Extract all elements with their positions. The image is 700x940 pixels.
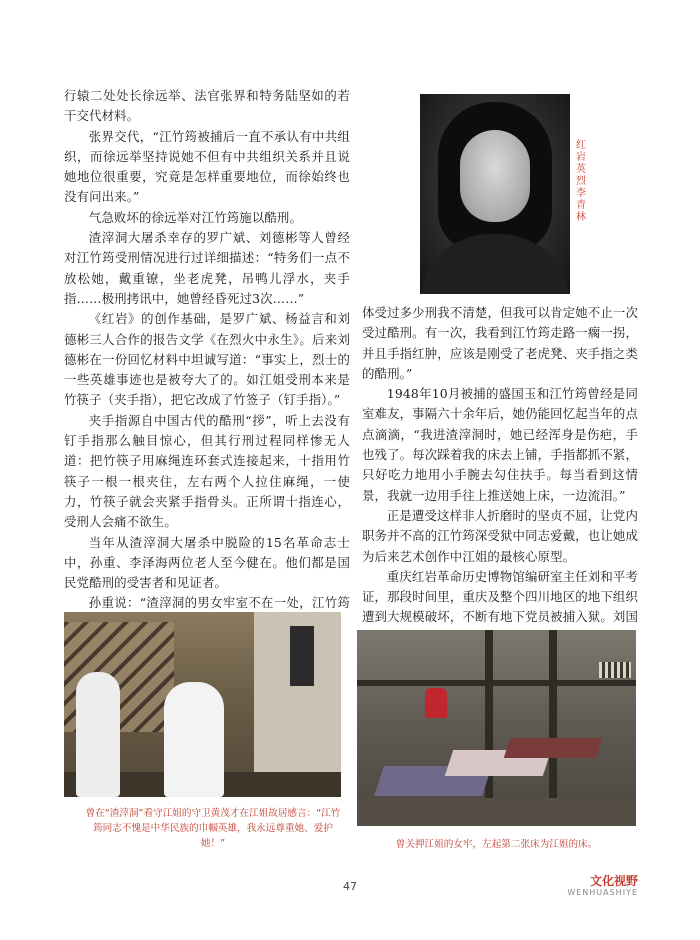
page-number: 47: [343, 880, 357, 893]
section-title: 文化视野: [589, 874, 638, 888]
paragraph: 《红岩》的创作基础，是罗广斌、杨益言和刘德彬三人合作的报告文学《在烈火中永生》。后来刘德彬在一份回忆材料中坦诚写道：“事实上，烈士的一些英雄事迹也是被夸大了的。如江姐受刑本来是竹筷子（夹手指），把它改成了竹签子（钉手指）。”: [64, 311, 350, 408]
paragraph: 重庆红岩革命历史博物馆编研室主任刘和平考证，那段时间里，重庆及整个四川地区的地下组织遭到大规模破坏，不断有地下党员被捕入狱。刘国: [362, 568, 638, 625]
paragraph: 1948年10月被捕的盛国玉和江竹筠曾经是同室难友，事隔六十余年后，她仍能回忆起当年的点点滴滴，“我进渣滓洞时，她已经浑身是伤疤，手也残了。每次踩着我的床去上铺，手指都抓不紧，只好吃力地用小手腕去勾住扶手。每当看到这情景，我就一边用手往上推送她上床，一边流泪。”: [362, 386, 638, 503]
portrait-photo: [420, 94, 570, 294]
paragraph: 张界交代，“江竹筠被捕后一直不承认有中共组织，而徐远举坚持说她不但有中共组织关系并且说她地位很重要，究竟是怎样重要地位，而徐始终也没有问出来。”: [64, 128, 350, 205]
left-text-column: [64, 86, 350, 634]
cell-photo: [357, 630, 636, 826]
paragraph: 体受过多少刑我不清楚，但我可以肯定她不止一次受过酷刑。有一次，我看到江竹筠走路一瘸一拐，并且手指红肿，应该是刚受了老虎凳、夹手指之类的酷刑。”: [362, 305, 638, 381]
cell-photo-caption: 曾关押江姐的女牢，左起第二张床为江姐的床。: [395, 839, 598, 850]
paragraph: 当年从渣滓洞大屠杀中脱险的15名革命志士中，孙重、李泽海两位老人至今健在。他们都是国民党酷刑的受害者和见证者。: [64, 534, 350, 591]
photo-floor: [357, 798, 636, 826]
photo-beam: [357, 680, 636, 686]
photo-board: [290, 626, 314, 686]
portrait-face: [460, 130, 530, 222]
paragraph: 夹手指源自中国古代的酷刑“拶”，听上去没有钉手指那么触目惊心，但其行刑过程同样惨无人道：把竹筷子用麻绳连环套式连接起来，十指用竹筷子一根一根夹住，左右两个人拉住麻绳，一使力，竹筷子就会夹紧手指骨头。正所谓十指连心，受刑人会痛不欲生。: [64, 412, 350, 530]
photo-person: [164, 682, 224, 797]
paragraph: 正是遭受这样非人折磨时的坚贞不屈，让党内职务并不高的江竹筠深受狱中同志爱戴，也让她成为后来艺术创作中江姐的最核心原型。: [362, 507, 638, 564]
paragraph: 气急败坏的徐远举对江竹筠施以酷刑。: [88, 209, 302, 225]
paragraph: 孙重说：“渣滓洞的男女牢室不在一处，江竹筠: [88, 595, 350, 611]
paragraph: 行辕二处处长徐远举、法官张界和特务陆坚如的若干交代材料。: [64, 88, 350, 124]
photo-window: [599, 662, 631, 678]
portrait-shoulders: [420, 234, 570, 294]
photo-bed: [504, 738, 602, 758]
portrait-caption: 红岩英烈李青林: [576, 140, 586, 223]
photo-post: [549, 630, 557, 826]
visit-photo: [64, 612, 341, 797]
paragraph: 渣滓洞大屠杀幸存的罗广斌、刘德彬等人曾经对江竹筠受刑情况进行过详细描述：“特务们一点不放松她，戴重镣，坐老虎凳，吊鸭儿浮水，夹手指……极刑拷讯中，她曾经昏死过3次……”: [64, 230, 350, 306]
section-subtitle: WENHUASHIYE: [567, 888, 638, 897]
photo-post: [485, 630, 493, 826]
visit-photo-caption: 曾在“渣滓洞”看守江姐的守卫黄茂才在江姐故居感言：“江竹筠同志不愧是中华民族的巾帼英雄，我永远尊重她、爱护她！”: [85, 808, 341, 849]
photo-red-jacket: [425, 688, 447, 718]
photo-person: [76, 672, 120, 797]
right-text-column: [362, 303, 638, 648]
